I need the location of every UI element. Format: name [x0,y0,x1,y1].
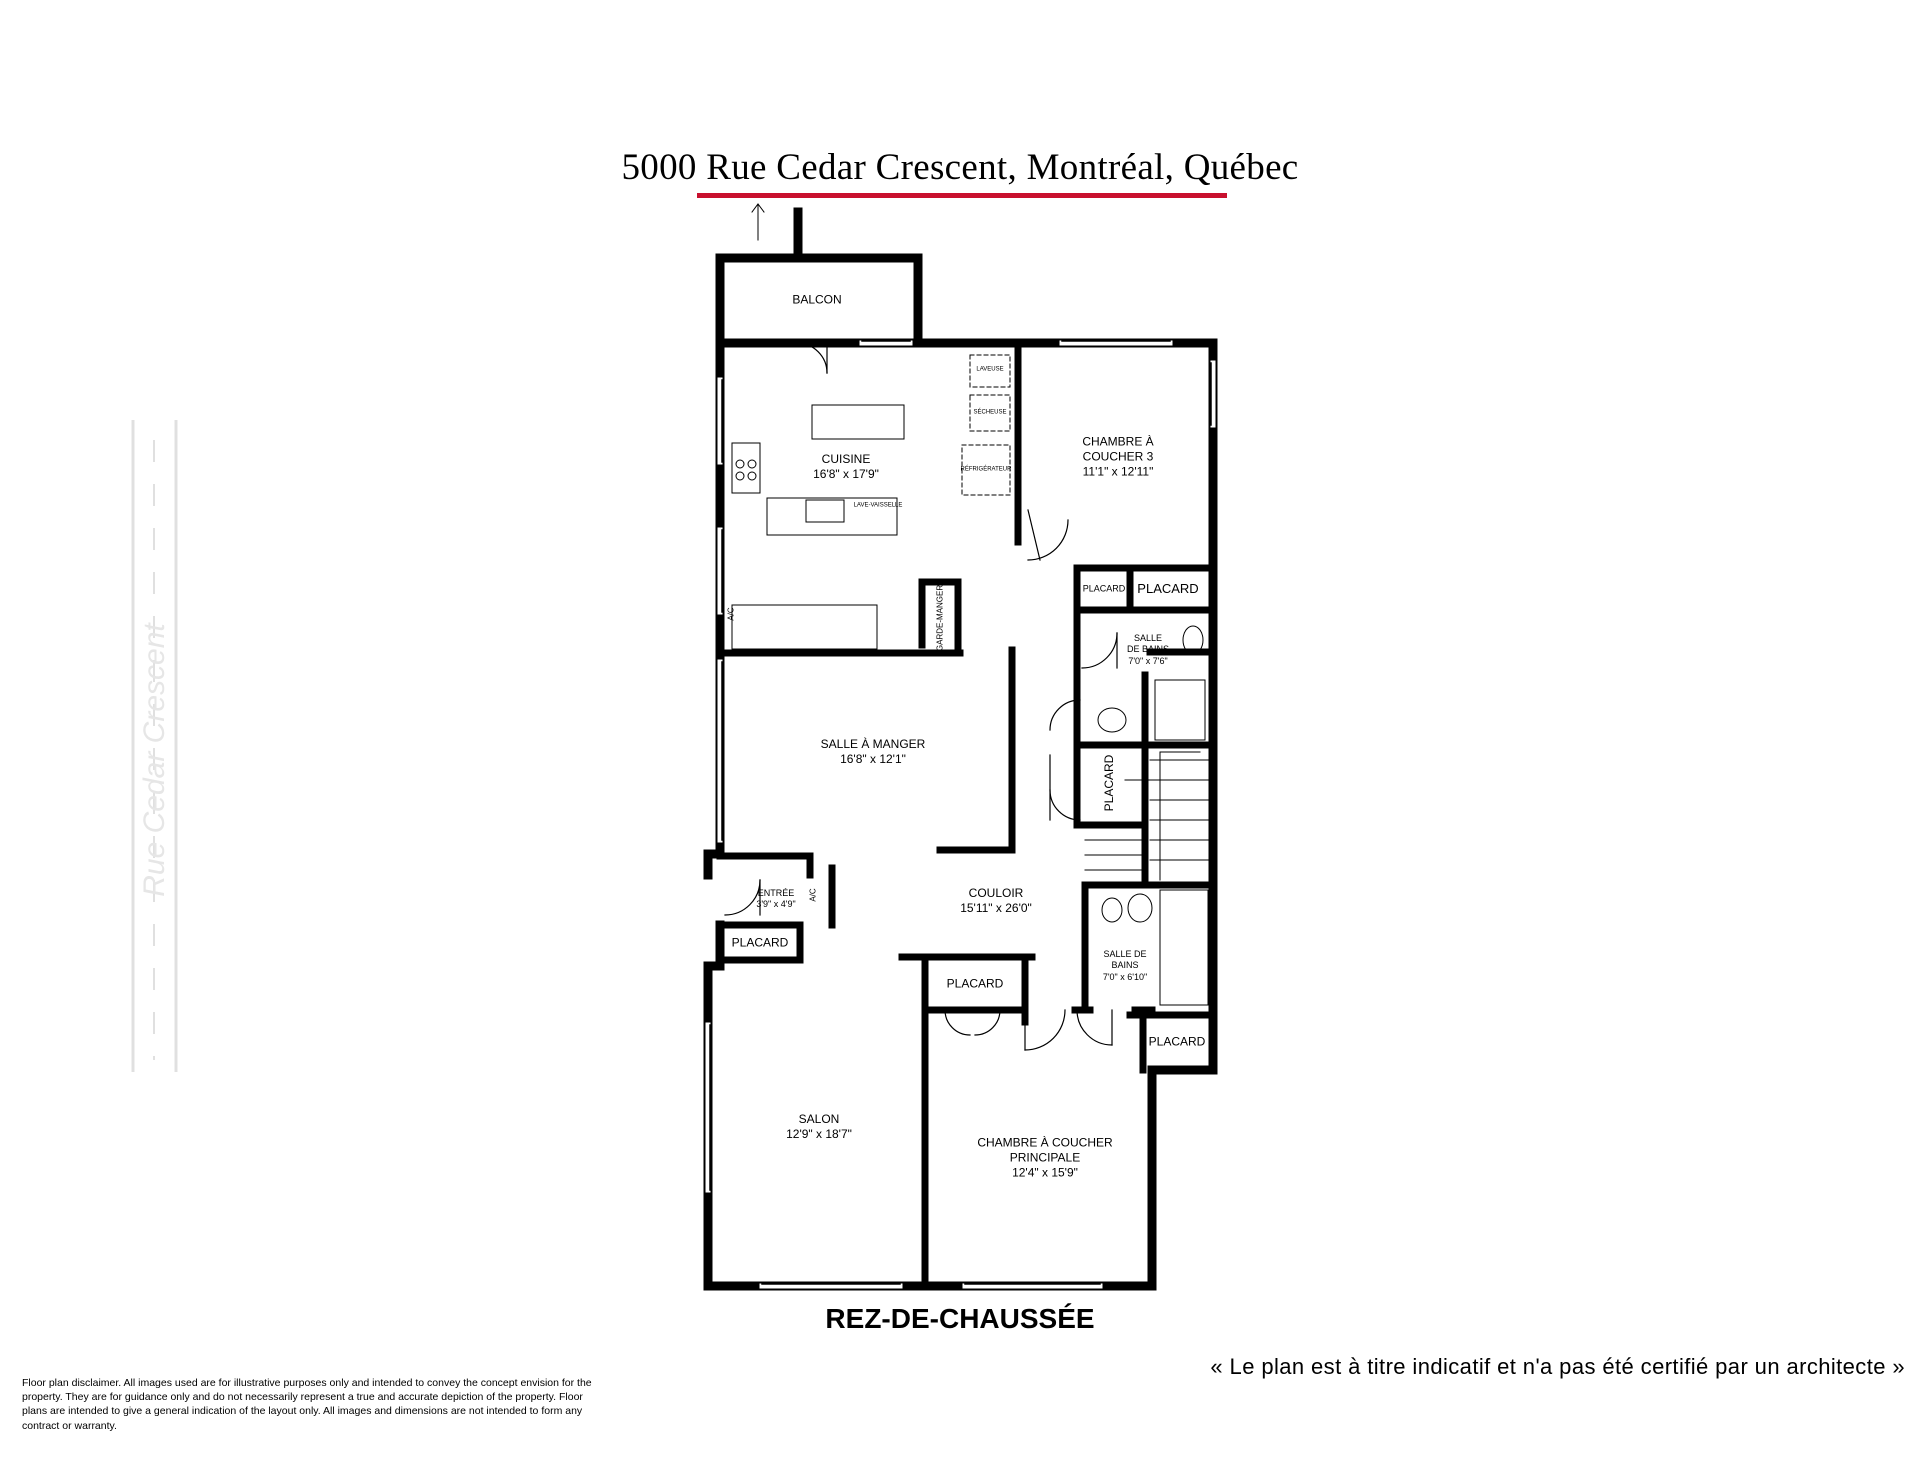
closet-placard-chambre-3: PLACARD [1137,580,1199,596]
floor-name: REZ-DE-CHAUSSÉE [825,1303,1095,1334]
room-cuisine: CUISINE 16'8" x 17'9" [813,452,879,481]
room-couloir: COULOIR 15'11" x 26'0" [960,886,1032,915]
closet-placard-small: PLACARD [1082,583,1126,594]
appliance-lave-vaisselle: LAVE-VAISSELLE [853,502,903,509]
window-frames [710,341,1211,1284]
windows [708,343,1213,1286]
appliance-laveuse: LAVEUSE [976,366,1004,373]
room-balcon: BALCON [792,292,842,307]
closet-placard-entree: PLACARD [731,935,789,950]
page-title: 5000 Rue Cedar Crescent, Montréal, Québec [621,147,1299,188]
closet-placard-couloir: PLACARD [1102,754,1116,812]
room-chambre-3: CHAMBRE À COUCHER 3 11'1" x 12'11" [1082,434,1154,479]
appliance-refrigerateur: RÉFRIGÉRATEUR [960,466,1012,473]
appliance-ac-entree: A/C [808,888,818,902]
room-salle-de-bains-1: SALLE DE BAINS 7'0" x 7'6" [1126,633,1170,666]
closet-placard-salle-de-bains: PLACARD [1148,1034,1206,1049]
exterior-walls [708,212,1213,1286]
street-name: Rue Cedar Crescent [138,623,171,897]
interior-walls [720,343,1213,1286]
disclaimer-text: Floor plan disclaimer. All images used are for illustrative purposes only and intended to convey the concept envision for the property. They are for guidance only and do not necessarily represent a true and accurate depiction of the property. Floor plans are intended to give a general indication of the layout only. All images and dimensions are not intended to form any contract or warranty. [22,1377,592,1432]
appliance-ac-cuisine: A/C [726,607,736,621]
appliance-secheuse: SÉCHEUSE [973,409,1007,416]
closet-garde-manger: GARDE-MANGER [935,584,945,652]
certification-note: « Le plan est à titre indicatif et n'a pas été certifié par un architecte » [1210,1354,1905,1379]
room-salon: SALON 12'9" x 18'7" [786,1112,852,1141]
room-salle-a-manger: SALLE À MANGER 16'8" x 12'1" [820,737,926,766]
room-salle-de-bains-2: SALLE DE BAINS 7'0" x 6'10" [1102,949,1148,982]
closet-placard-chambre-principale: PLACARD [946,976,1004,991]
room-entree: ENTRÉE 3'9" x 4'9" [756,887,796,909]
room-chambre-principale: CHAMBRE À COUCHER PRINCIPALE 12'4" x 15'9" [977,1135,1113,1180]
